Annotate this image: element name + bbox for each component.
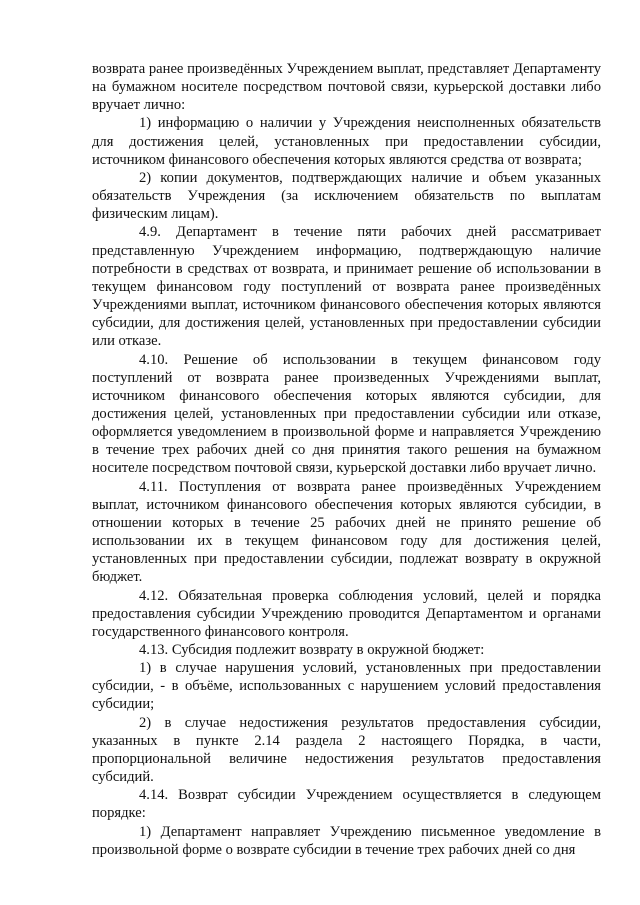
clause-4-13: 4.13. Субсидия подлежит возврату в окружной бюджет: [139, 642, 485, 658]
clause-4-10: 4.10. Решение об использовании в текущем финансовом году поступлений от возврата ранее произведенных Учреждениями выплат, источником финансового обеспечения которых являются субсидии, для достижения целей, установленных при предоставлении субсидии или отказе, оформляется уведомлением в произвольной форме и направляется Учреждению в течение трех рабочих дней со дня принятия такого решения на бумажном носителе посредством почтовой связи, курьерской доставки либо вручает лично. [92, 351, 601, 477]
clause-4-14: 4.14. Возврат субсидии Учреждением осуществляется в следующем порядке: [92, 787, 601, 822]
clause-4-13-item-1: 1) в случае нарушения условий, установленных при предоставлении субсидии, - в объёме, использованных с нарушением условий предоставления субсидии; [92, 660, 601, 713]
paragraph-continuation: возврата ранее произведённых Учреждением выплат, представляет Департаменту на бумажном носителе посредством почтовой связи, курьерской доставки либо вручает лично: [92, 61, 601, 114]
clause-4-12: 4.12. Обязательная проверка соблюдения условий, целей и порядка предоставления субсидии Учреждению проводится Департаментом и органами государственного финансового контроля. [92, 587, 601, 640]
document-page [92, 60, 601, 859]
list-item-1-information: 1) информацию о наличии у Учреждения неисполненных обязательств для достижения целей, установленных при предоставлении субсидии, источником финансового обеспечения которых являются средства от возврата; [92, 115, 601, 168]
list-item-2-documents: 2) копии документов, подтверждающих наличие и объем указанных обязательств Учреждения (за исключением обязательств по выплатам физическим лицам). [92, 169, 601, 223]
clause-4-13-item-2: 2) в случае недостижения результатов предоставления субсидии, указанных в пункте 2.14 раздела 2 настоящего Порядка, в части, пропорциональной величине недостижения результатов предоставления субсидий. [92, 714, 601, 786]
clause-4-14-item-1: 1) Департамент направляет Учреждению письменное уведомление в произвольной форме о возврате субсидии в течение трех рабочих дней со дня [92, 823, 601, 858]
clause-4-9: 4.9. Департамент в течение пяти рабочих дней рассматривает представленную Учреждением информацию, подтверждающую наличие потребности в средствах от возврата, и принимает решение об использовании в текущем финансовом году поступлений от возврата ранее произведённых Учреждениями выплат, источником финансового обеспечения которых являются субсидии, для достижения целей, установленных при предоставлении субсидии или отказе. [92, 224, 601, 350]
clause-4-11: 4.11. Поступления от возврата ранее произведённых Учреждением выплат, источником финансового обеспечения которых являются субсидии, в отношении которых в течение 25 рабочих дней не принято решение об использовании их в текущем финансовом году для достижения целей, установленных при предоставлении субсидии, подлежат возврату в окружной бюджет. [92, 478, 601, 586]
